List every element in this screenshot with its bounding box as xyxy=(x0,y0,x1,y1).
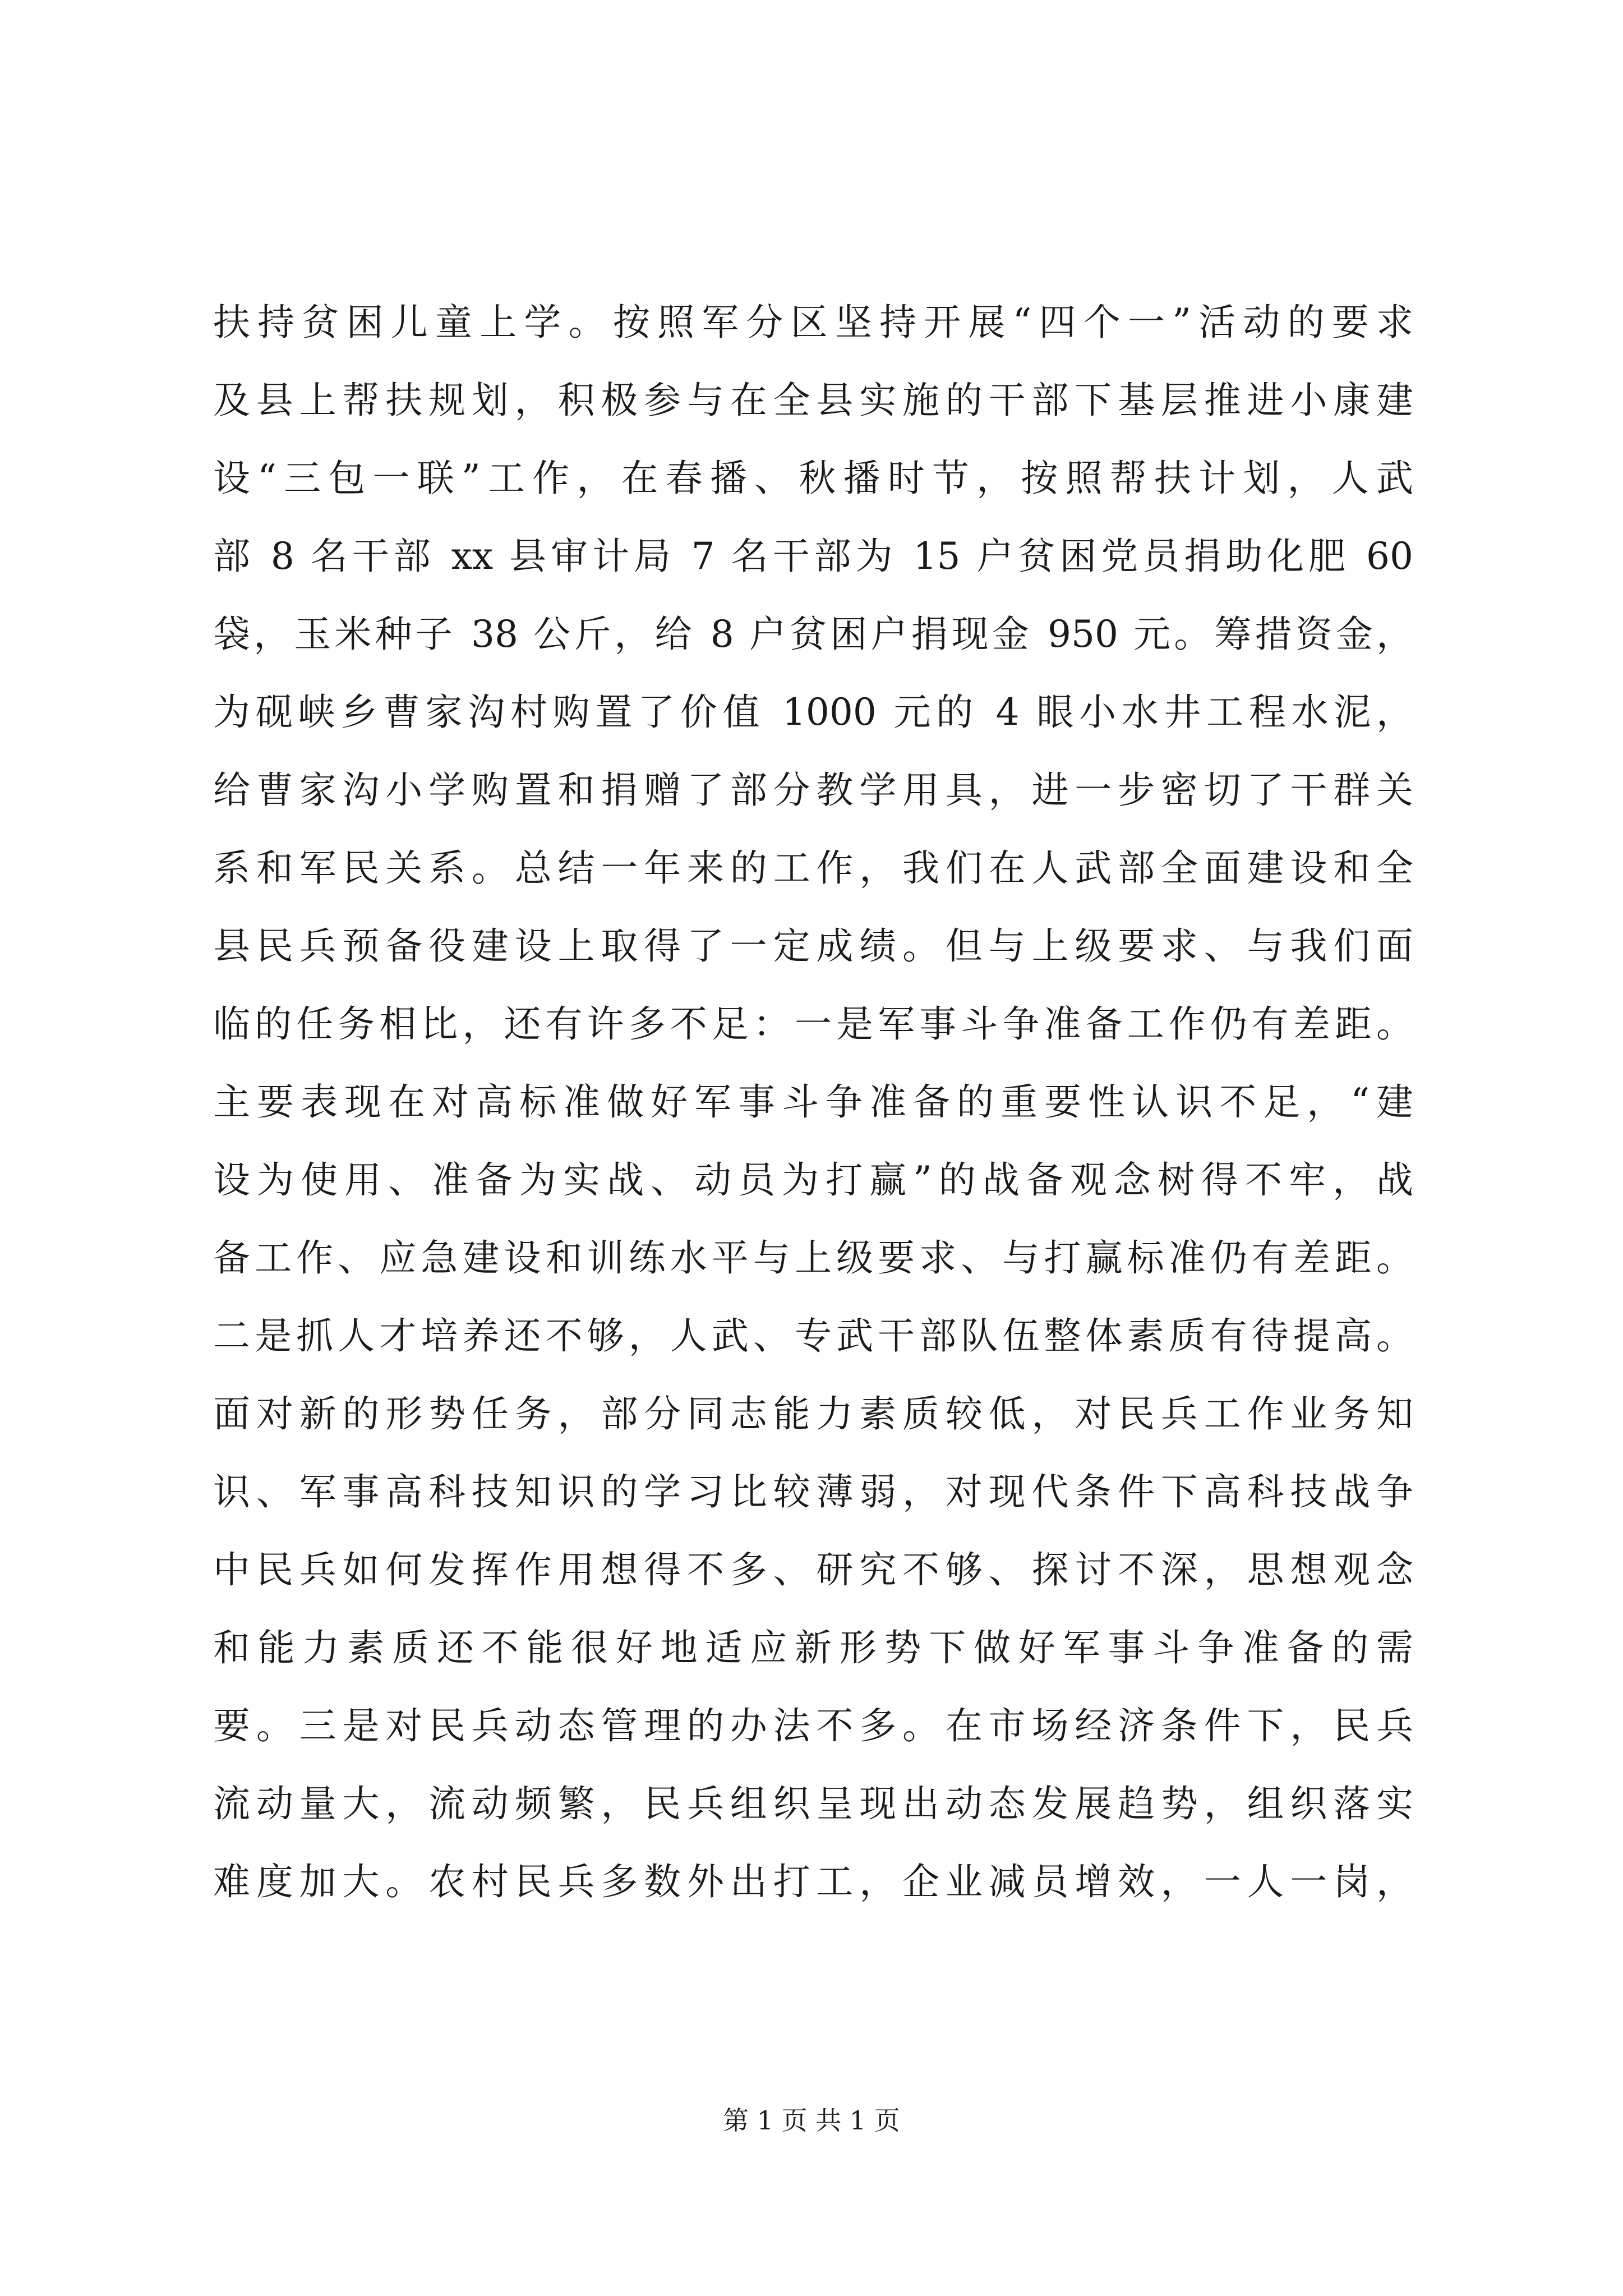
text-line: 备工作、应急建设和训练水平与上级要求、与打赢标准仍有差距。 xyxy=(213,1236,1413,1280)
text-line: 扶持贫困儿童上学。按照军分区坚持开展“四个一”活动的要求 xyxy=(213,301,1413,344)
text-line: 难度加大。农村民兵多数外出打工，企业减员增效，一人一岗， xyxy=(213,1860,1413,1903)
text-line: 要。三是对民兵动态管理的办法不多。在市场经济条件下，民兵 xyxy=(213,1704,1413,1747)
text-line: 为砚峡乡曹家沟村购置了价值 1000 元的 4 眼小水井工程水泥， xyxy=(213,691,1413,734)
text-line: 给曹家沟小学购置和捐赠了部分教学用具，进一步密切了干群关 xyxy=(213,769,1413,812)
page-footer: 第 1 页 共 1 页 xyxy=(723,2105,900,2136)
text-line: 二是抓人才培养还不够，人武、专武干部队伍整体素质有待提高。 xyxy=(213,1314,1413,1358)
text-line: 部 8 名干部 xx 县审计局 7 名干部为 15 户贫困党员捐助化肥 60 xyxy=(213,535,1413,578)
text-line: 流动量大，流动频繁，民兵组织呈现出动态发展趋势，组织落实 xyxy=(213,1782,1413,1825)
text-line: 识、军事高科技知识的学习比较薄弱，对现代条件下高科技战争 xyxy=(213,1470,1413,1513)
body-text xyxy=(213,283,1413,1921)
text-line: 设为使用、准备为实战、动员为打赢”的战备观念树得不牢，战 xyxy=(213,1158,1413,1202)
text-line: 面对新的形势任务，部分同志能力素质较低，对民兵工作业务知 xyxy=(213,1392,1413,1435)
text-line: 中民兵如何发挥作用想得不多、研究不够、探讨不深，思想观念 xyxy=(213,1548,1413,1591)
text-line: 县民兵预备役建设上取得了一定成绩。但与上级要求、与我们面 xyxy=(213,924,1413,968)
text-line: 设“三包一联”工作，在春播、秋播时节，按照帮扶计划，人武 xyxy=(213,457,1413,500)
text-line: 袋，玉米种子 38 公斤，给 8 户贫困户捐现金 950 元。筹措资金， xyxy=(213,613,1413,656)
text-line: 临的任务相比，还有许多不足：一是军事斗争准备工作仍有差距。 xyxy=(213,1002,1413,1046)
text-line: 和能力素质还不能很好地适应新形势下做好军事斗争准备的需 xyxy=(213,1626,1413,1669)
text-line: 主要表现在对高标准做好军事斗争准备的重要性认识不足，“建 xyxy=(213,1080,1413,1124)
text-line: 系和军民关系。总结一年来的工作，我们在人武部全面建设和全 xyxy=(213,846,1413,890)
text-line: 及县上帮扶规划，积极参与在全县实施的干部下基层推进小康建 xyxy=(213,379,1413,422)
